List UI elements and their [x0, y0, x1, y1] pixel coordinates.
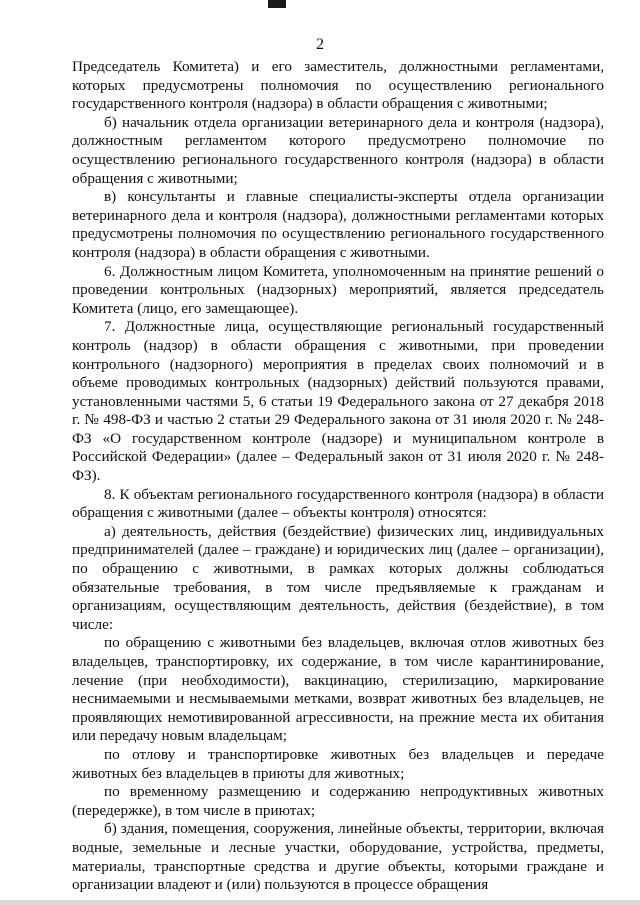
paragraph: 8. К объектам регионального государственного контроля (надзора) в области обращения с животными (далее – объекты контроля) относятся: — [72, 485, 604, 522]
paragraph: в) консультанты и главные специалисты-эксперты отдела организации ветеринарного дела и контроля (надзора), должностными регламентами которых предусмотрены полномочия по осуществлению регионального государственного контроля (надзора) в области обращения с животными. — [72, 188, 604, 261]
paragraph: б) здания, помещения, сооружения, линейные объекты, территории, включая водные, земельные и лесные участки, оборудование, устройства, предметы, материалы, транспортные средства и другие объекты, которыми граждане и организации владеют и (или) пользуются в процессе обращения — [72, 820, 604, 894]
document-body — [72, 58, 604, 895]
paragraph: 6. Должностным лицом Комитета, уполномоченным на принятие решений о проведении контрольных (надзорных) мероприятий, является председатель Комитета (лицо, его замещающее). — [72, 262, 604, 317]
paragraph: по временному размещению и содержанию непродуктивных животных (передержке), в том числе в приютах; — [72, 783, 604, 819]
paragraph: 7. Должностные лица, осуществляющие региональный государственный контроль (надзор) в области обращения с животными, при проведении контрольного (надзорного) мероприятия в пределах своих полномочий и в объеме проводимых контрольных (надзорных) действий пользуются правами, установленными частями 5, 6 статьи 19 Федерального закона от 27 декабря 2018 г. № 498-ФЗ и частью 2 статьи 29 Федерального закона от 31 июля 2020 г. № 248-ФЗ «О государственном контроле (надзоре) и муниципальном контроле в Российской Федерации» (далее – Федеральный закон от 31 июля 2020 г. № 248-ФЗ). — [72, 318, 604, 485]
page-number: 2 — [316, 36, 324, 53]
paragraph: по отлову и транспортировке животных без владельцев и передаче животных без владельцев в приюты для животных; — [72, 745, 604, 782]
paragraph: а) деятельность, действия (бездействие) физических лиц, индивидуальных предпринимателей (далее – граждане) и юридических лиц (далее – организации), по обращению с животными, в рамках которых должны соблюдаться обязательные требования, в том числе предъявляемые к гражданам и организациям, осуществляющим деятельность, действия (бездействие), в том числе: — [72, 522, 604, 633]
paragraph: по обращению с животными без владельцев, включая отлов животных без владельцев, транспортировку, их содержание, в том числе карантинирование, лечение (при необходимости), вакцинацию, стерилизацию, маркирование неснимаемыми и несмываемыми метками, возврат животных без владельцев, не проявляющих немотивированной агрессивности, на прежние места их обитания или передачу новым владельцам; — [72, 634, 604, 745]
scan-edge — [0, 900, 640, 905]
scan-mark — [268, 0, 286, 8]
paragraph: Председатель Комитета) и его заместитель, должностными регламентами, которых предусмотрены полномочия по осуществлению регионального государственного контроля (надзора) в области обращения с животными; — [72, 58, 604, 113]
paragraph: б) начальник отдела организации ветеринарного дела и контроля (надзора), должностным регламентом которого предусмотрено полномочие по осуществлению регионального государственного контроля (надзора) в области обращения с животными; — [72, 113, 604, 187]
